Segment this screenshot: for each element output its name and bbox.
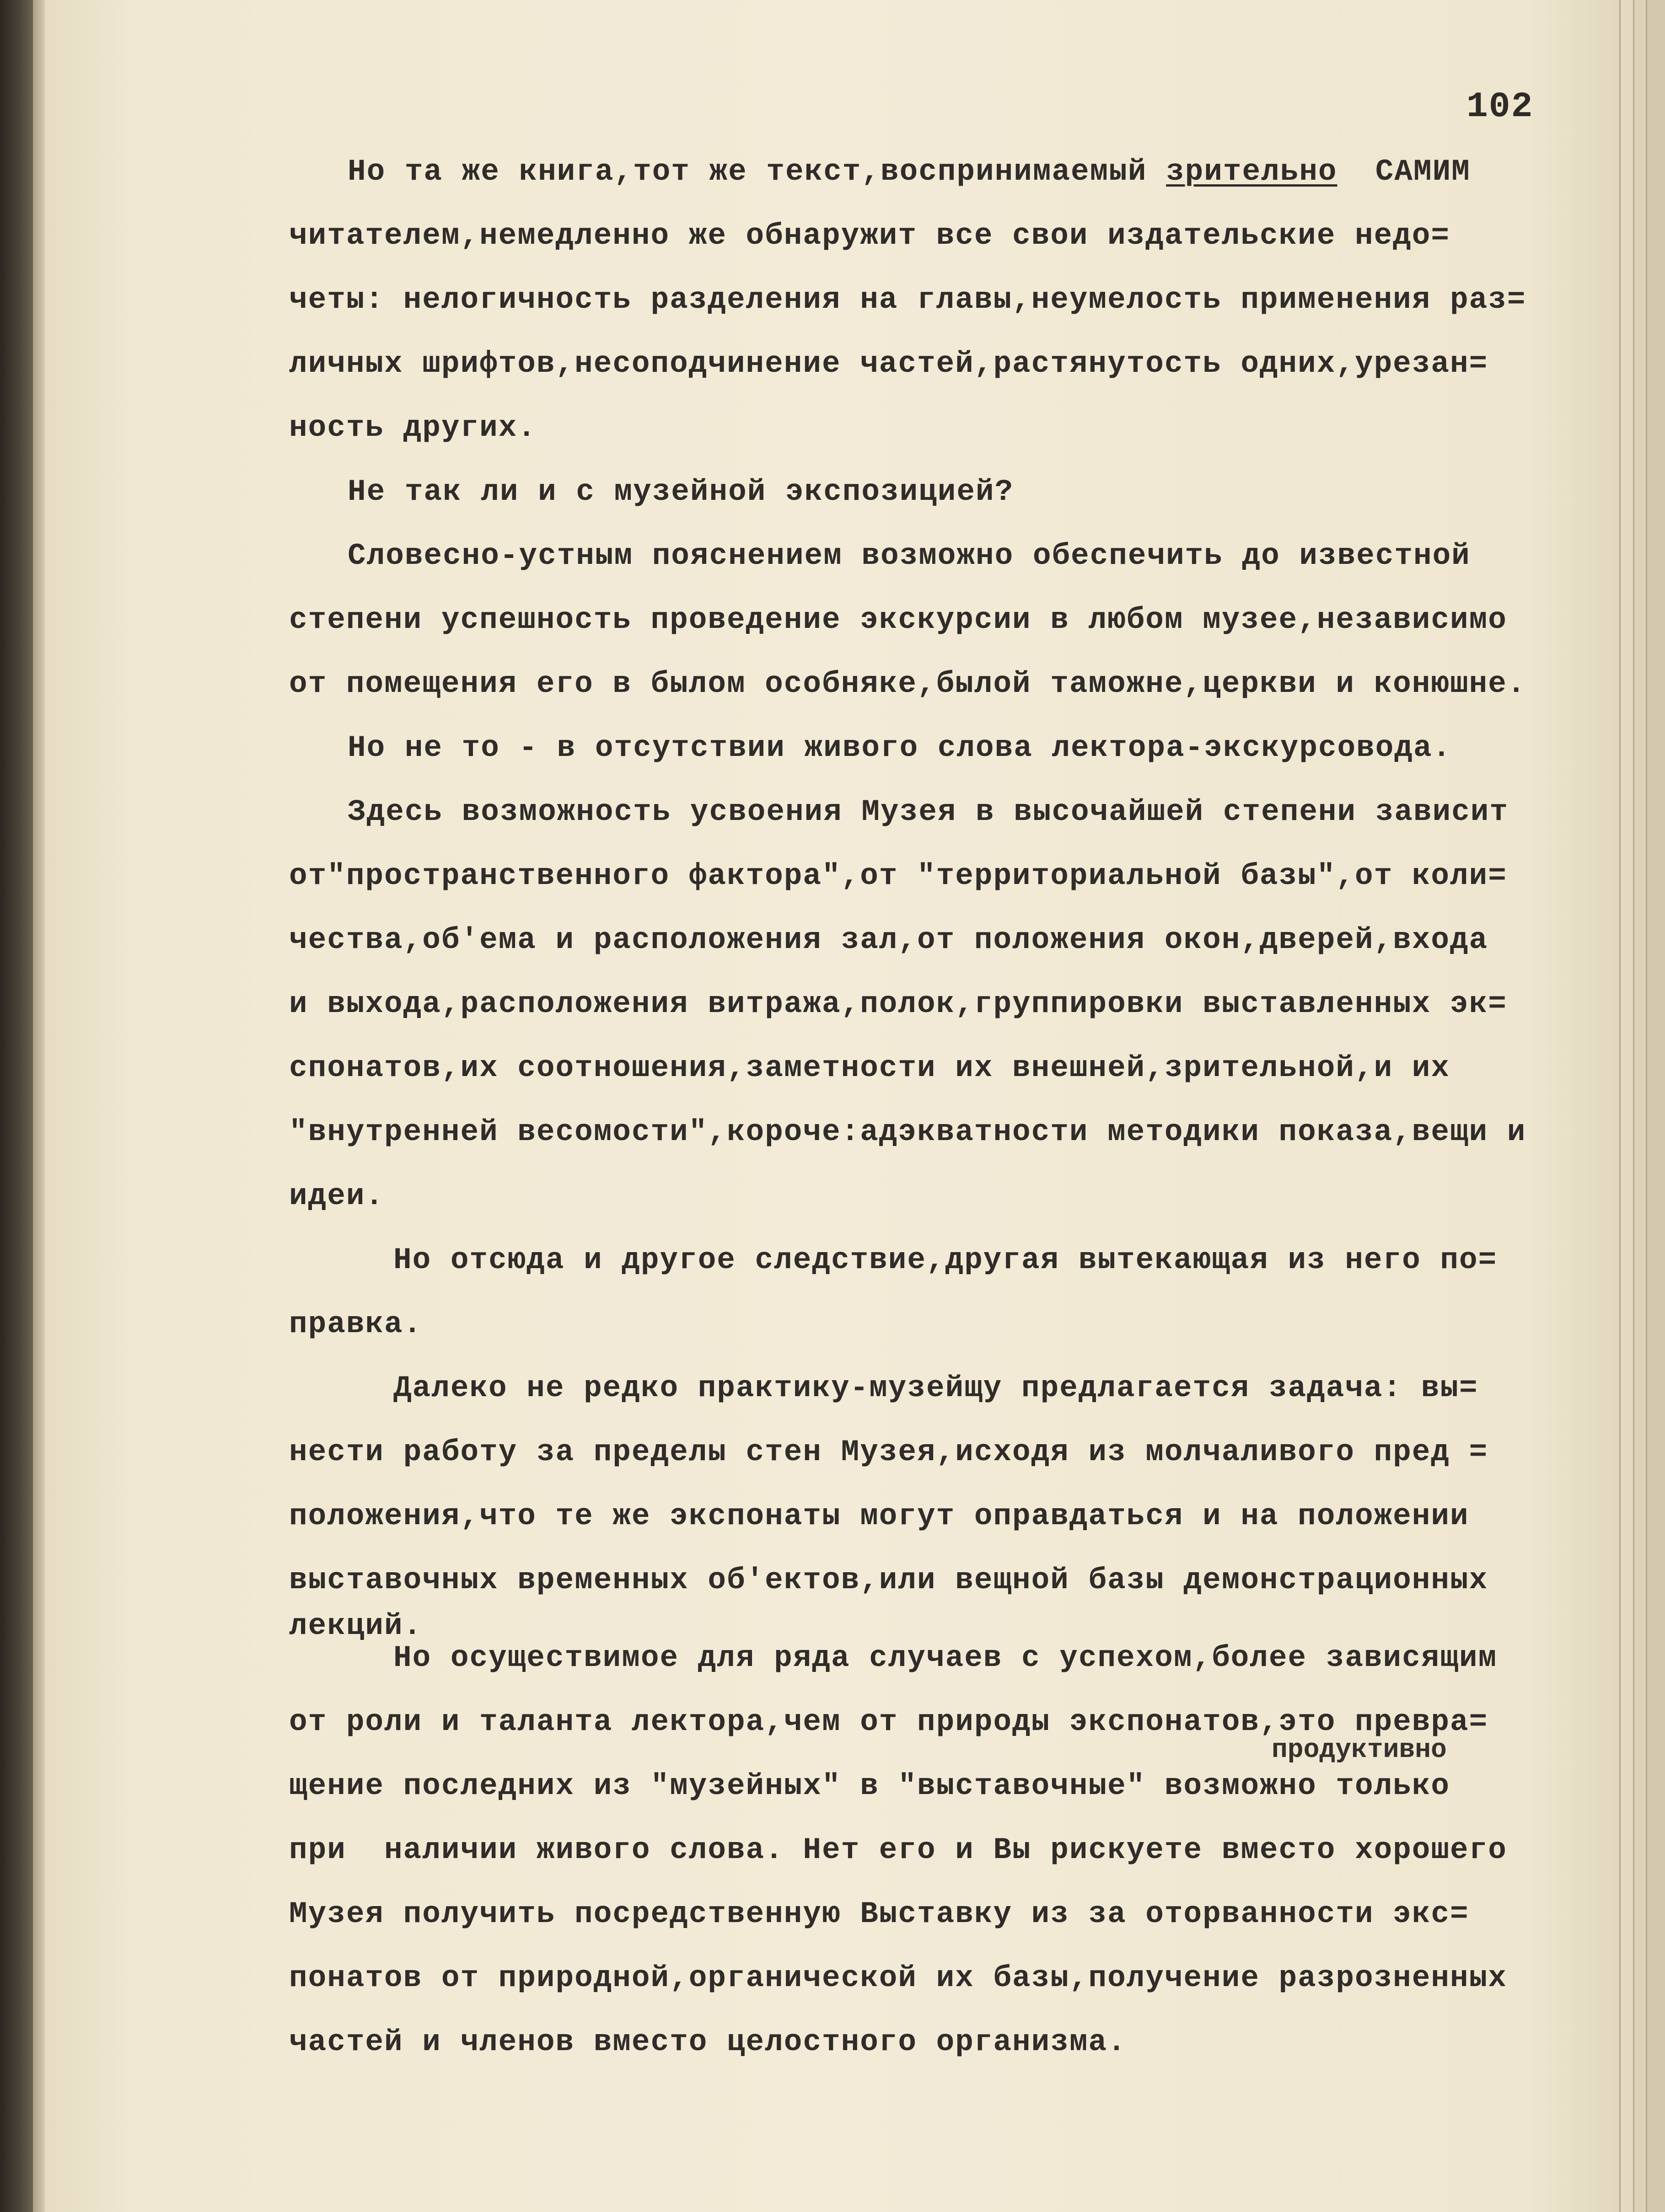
text-line: четы: нелогичность разделения на главы,неумелость применения раз= [289, 283, 1526, 317]
text-line: выставочных временных об'ектов,или вещной базы демонстрационных [289, 1563, 1488, 1597]
text-line: правка. [289, 1307, 423, 1341]
page-number: 102 [1466, 87, 1534, 127]
text-line: положения,что те же экспонаты могут оправдаться и на положении [289, 1499, 1469, 1533]
emphasized-word: зрительно [1166, 155, 1337, 189]
text-line: от роли и таланта лектора,чем от природы экспонатов,это превра= [289, 1705, 1488, 1739]
text-line: Словесно-устным пояснением возможно обеспечить до известной [348, 539, 1471, 573]
text-line: читателем,немедленно же обнаружит все свои издательские недо= [289, 219, 1450, 253]
text-line: Но та же книга,тот же текст,воспринимаемый зрительно САМИМ [348, 155, 1471, 189]
text-line: Но отсюда и другое следствие,другая вытекающая из него по= [393, 1243, 1498, 1277]
text-line: Не так ли и с музейной экспозицией? [348, 475, 1014, 509]
text-line: Музея получить посредственную Выставку из за оторванности экс= [289, 1897, 1469, 1931]
text-line: щение последних из "музейных" в "выставочные" возможно только [289, 1769, 1450, 1803]
text-line: Но не то - в отсутствии живого слова лектора-экскурсовода. [348, 731, 1452, 765]
text-line: Далеко не редко практику-музейщу предлагается задача: вы= [393, 1371, 1478, 1405]
text-line: нести работу за пределы стен Музея,исходя из молчаливого пред = [289, 1435, 1488, 1469]
text-line: от помещения его в былом особняке,былой таможне,церкви и конюшне. [289, 667, 1526, 701]
text-line: чества,об'ема и расположения зал,от положения окон,дверей,входа [289, 923, 1488, 957]
text-line: при наличии живого слова. Нет его и Вы рискуете вместо хорошего [289, 1833, 1507, 1867]
text-line: спонатов,их соотношения,заметности их внешней,зрительной,и их [289, 1051, 1450, 1085]
text-line: понатов от природной,органической их базы,получение разрозненных [289, 1961, 1507, 1995]
text-line: Здесь возможность усвоения Музея в высочайшей степени зависит [348, 795, 1509, 829]
text-line: и выхода,расположения витража,полок,группировки выставленных эк= [289, 987, 1507, 1021]
text-line: "внутренней весомости",короче:адэкватности методики показа,вещи и [289, 1115, 1526, 1149]
text-line: Но осуществимое для ряда случаев с успехом,более зависящим [393, 1641, 1498, 1675]
text-line: ность других. [289, 411, 537, 445]
interlinear-insertion: продуктивно [1272, 1735, 1447, 1765]
text-line: степени успешность проведение экскурсии в любом музее,независимо [289, 603, 1507, 637]
text-line: от"пространственного фактора",от "территориальной базы",от коли= [289, 859, 1507, 893]
text-line: частей и членов вместо целостного организма. [289, 2025, 1127, 2059]
text-line: идеи. [289, 1179, 385, 1213]
text-line: личных шрифтов,несоподчинение частей,растянутость одних,урезан= [289, 347, 1488, 381]
text-line: лекций. [289, 1609, 423, 1643]
